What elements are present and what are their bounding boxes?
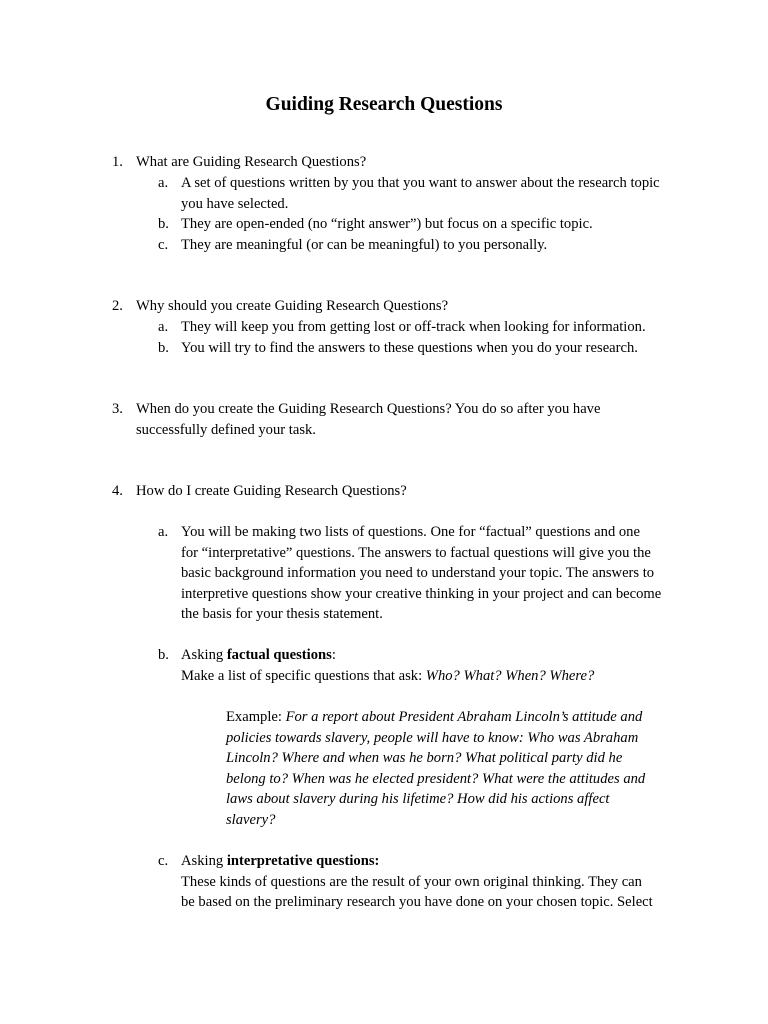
q4-a-line-2: for “interpretative” questions. The answers to factual questions will give you the [181, 544, 651, 561]
q4-c-text [181, 851, 701, 913]
example-line-1-text: For a report about President Abraham Lincoln’s attitude and [285, 709, 643, 725]
q4-a-line-1: You will be making two lists of questions. One for “factual” questions and one [181, 524, 640, 540]
example-line-2: policies towards slavery, people will have to know: Who was Abraham [226, 729, 639, 746]
q2-number: 2. [112, 298, 123, 314]
q1-text: What are Guiding Research Questions? [136, 154, 367, 170]
q1-a-line-1: A set of questions written by you that you want to answer about the research topic [181, 175, 660, 191]
example-block [226, 707, 696, 831]
q3-text [136, 399, 696, 440]
q4-c-line-3: be based on the preliminary research you have done on your chosen topic. Select [181, 894, 653, 911]
q4-a-line-5: the basis for your thesis statement. [181, 606, 383, 623]
q1-b-text: They are open-ended (no “right answer”) but focus on a specific topic. [181, 216, 593, 232]
q4-text: How do I create Guiding Research Questions? [136, 483, 407, 499]
q1-number: 1. [112, 154, 123, 170]
q4-c-bold: interpretative questions: [226, 853, 380, 869]
q4-a-line-4: interpretive questions show your creative thinking in your project and can become [181, 585, 662, 602]
q1-a-line-2: you have selected. [181, 195, 289, 212]
q4-c-letter: c. [158, 853, 169, 869]
q2-b-letter: b. [158, 340, 169, 356]
q1-b-letter: b. [158, 216, 169, 232]
q3-number: 3. [112, 401, 123, 417]
q4-a-letter: a. [158, 524, 169, 540]
example-line-3: Lincoln? Where and when was he born? What political party did he [226, 750, 623, 767]
q4-a-text [181, 522, 701, 625]
q4-b-suffix: : [331, 647, 336, 663]
q4-b-line-2 [181, 666, 701, 687]
q3-line-2: successfully defined your task. [136, 421, 316, 438]
q4-b-prefix: Asking [181, 647, 227, 663]
q3-line-1: When do you create the Guiding Research Questions? You do so after you have [136, 401, 601, 417]
example-line-5: laws about slavery during his lifetime? How did his actions affect [226, 791, 610, 808]
q4-c-line-1 [181, 851, 701, 872]
q4-b-letter: b. [158, 647, 169, 663]
q4-c-line-2: These kinds of questions are the result of your own original thinking. They can [181, 873, 642, 890]
example-label: Example: [226, 709, 286, 725]
q1-c-letter: c. [158, 237, 169, 253]
q1-a-text [181, 173, 701, 214]
q4-b-line-1 [181, 645, 701, 666]
q1-c-text: They are meaningful (or can be meaningful) to you personally. [181, 237, 548, 253]
q4-a-line-3: basic background information you need to understand your topic. The answers to [181, 565, 655, 582]
q2-text: Why should you create Guiding Research Questions? [136, 298, 449, 314]
q4-b-line2-italic: Who? What? When? Where? [425, 667, 595, 684]
q2-b-text: You will try to find the answers to these questions when you do your research. [181, 340, 638, 356]
q4-number: 4. [112, 483, 123, 499]
q4-c-prefix: Asking [181, 853, 227, 869]
q1-a-letter: a. [158, 175, 169, 191]
q4-b-bold: factual questions [226, 647, 332, 663]
q2-a-text: They will keep you from getting lost or off-track when looking for information. [181, 319, 646, 335]
example-line-4: belong to? When was he elected president? What were the attitudes and [226, 770, 646, 787]
example-line-6: slavery? [226, 811, 276, 828]
q2-a-letter: a. [158, 319, 169, 335]
q4-b-text [181, 645, 701, 686]
example-line-1 [226, 707, 696, 728]
page-title: Guiding Research Questions [265, 94, 503, 115]
q4-b-line2-prefix: Make a list of specific questions that ask: [181, 667, 426, 684]
